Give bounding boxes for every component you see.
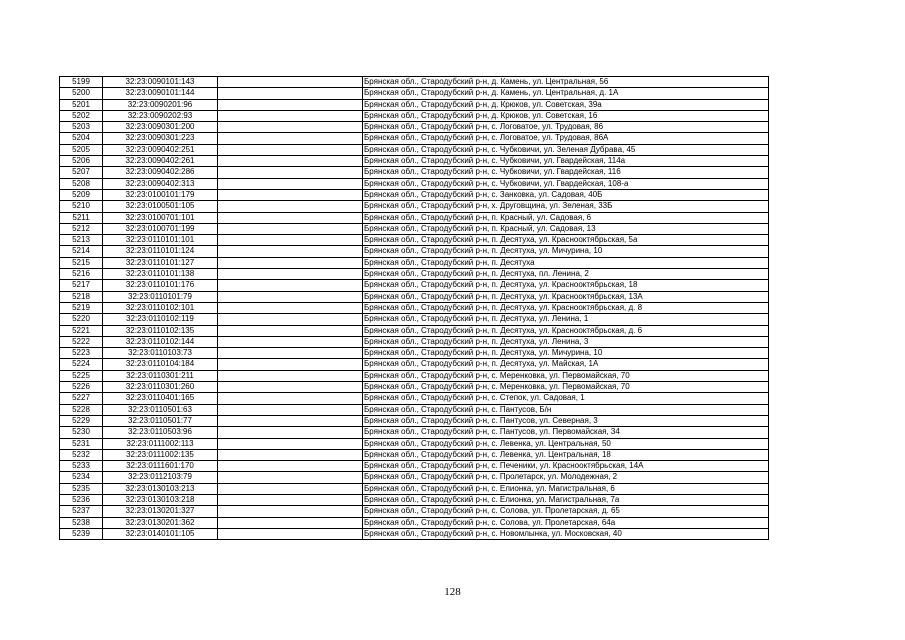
cadastral-number-cell: 32:23:0110101:138 bbox=[103, 269, 218, 280]
table-row bbox=[60, 438, 769, 449]
empty-cell bbox=[218, 302, 363, 313]
row-number-cell: 5217 bbox=[60, 280, 103, 291]
cadastral-number-cell: 32:23:0110501:77 bbox=[103, 415, 218, 426]
row-number-cell: 5228 bbox=[60, 404, 103, 415]
table-row bbox=[60, 201, 769, 212]
address-cell: Брянская обл., Стародубский р-н, с. Новомлынка, ул. Московская, 40 bbox=[363, 528, 769, 539]
empty-cell bbox=[218, 110, 363, 121]
address-cell: Брянская обл., Стародубский р-н, с. Пролетарск, ул. Молодежная, 2 bbox=[363, 472, 769, 483]
address-cell: Брянская обл., Стародубский р-н, д. Крюков, ул. Советская, 39а bbox=[363, 99, 769, 110]
address-cell: Брянская обл., Стародубский р-н, с. Пантусов, Б/н bbox=[363, 404, 769, 415]
table-row bbox=[60, 314, 769, 325]
table-row bbox=[60, 110, 769, 121]
table-row bbox=[60, 257, 769, 268]
address-cell: Брянская обл., Стародубский р-н, п. Красный, ул. Садовая, 6 bbox=[363, 212, 769, 223]
cadastral-number-cell: 32:23:0110101:127 bbox=[103, 257, 218, 268]
row-number-cell: 5212 bbox=[60, 223, 103, 234]
address-cell: Брянская обл., Стародубский р-н, с. Елионка, ул. Магистральная, 6 bbox=[363, 483, 769, 494]
row-number-cell: 5200 bbox=[60, 88, 103, 99]
row-number-cell: 5232 bbox=[60, 449, 103, 460]
empty-cell bbox=[218, 189, 363, 200]
row-number-cell: 5206 bbox=[60, 156, 103, 167]
cadastral-number-cell: 32:23:0110103:73 bbox=[103, 348, 218, 359]
empty-cell bbox=[218, 494, 363, 505]
address-cell: Брянская обл., Стародубский р-н, с. Елионка, ул. Магистральная, 7а bbox=[363, 494, 769, 505]
empty-cell bbox=[218, 269, 363, 280]
empty-cell bbox=[218, 427, 363, 438]
cadastral-number-cell: 32:23:0110101:101 bbox=[103, 235, 218, 246]
cadastral-number-cell: 32:23:0090301:200 bbox=[103, 122, 218, 133]
cadastral-number-cell: 32:23:0110102:144 bbox=[103, 336, 218, 347]
address-cell: Брянская обл., Стародубский р-н, п. Десятуха, ул. Краснооктябрьская, 13А bbox=[363, 291, 769, 302]
empty-cell bbox=[218, 472, 363, 483]
table-row bbox=[60, 133, 769, 144]
row-number-cell: 5213 bbox=[60, 235, 103, 246]
cadastral-number-cell: 32:23:0110401:165 bbox=[103, 393, 218, 404]
cadastral-number-cell: 32:23:0090301:223 bbox=[103, 133, 218, 144]
empty-cell bbox=[218, 144, 363, 155]
empty-cell bbox=[218, 461, 363, 472]
table-row bbox=[60, 156, 769, 167]
empty-cell bbox=[218, 178, 363, 189]
table-row bbox=[60, 212, 769, 223]
table-row bbox=[60, 415, 769, 426]
address-cell: Брянская обл., Стародубский р-н, с. Печеники, ул. Краснооктябрьская, 14А bbox=[363, 461, 769, 472]
table-row bbox=[60, 246, 769, 257]
cadastral-number-cell: 32:23:0100501:105 bbox=[103, 201, 218, 212]
empty-cell bbox=[218, 382, 363, 393]
address-cell: Брянская обл., Стародубский р-н, с. Солова, ул. Пролетарская, 64а bbox=[363, 517, 769, 528]
table-row bbox=[60, 404, 769, 415]
table-row bbox=[60, 483, 769, 494]
empty-cell bbox=[218, 122, 363, 133]
address-cell: Брянская обл., Стародубский р-н, с. Чубковичи, ул. Гвардейская, 116 bbox=[363, 167, 769, 178]
row-number-cell: 5202 bbox=[60, 110, 103, 121]
cadastral-number-cell: 32:23:0110301:260 bbox=[103, 382, 218, 393]
property-table-body bbox=[60, 77, 769, 540]
address-cell: Брянская обл., Стародубский р-н, п. Десятуха, ул. Ленина, 1 bbox=[363, 314, 769, 325]
address-cell: Брянская обл., Стародубский р-н, с. Чубковичи, ул. Гвардейская, 114а bbox=[363, 156, 769, 167]
address-cell: Брянская обл., Стародубский р-н, п. Красный, ул. Садовая, 13 bbox=[363, 223, 769, 234]
empty-cell bbox=[218, 257, 363, 268]
row-number-cell: 5224 bbox=[60, 359, 103, 370]
empty-cell bbox=[218, 201, 363, 212]
empty-cell bbox=[218, 133, 363, 144]
empty-cell bbox=[218, 314, 363, 325]
row-number-cell: 5209 bbox=[60, 189, 103, 200]
table-row bbox=[60, 348, 769, 359]
cadastral-number-cell: 32:23:0090202:93 bbox=[103, 110, 218, 121]
table-row bbox=[60, 167, 769, 178]
row-number-cell: 5226 bbox=[60, 382, 103, 393]
table-row bbox=[60, 235, 769, 246]
cadastral-number-cell: 32:23:0111002:113 bbox=[103, 438, 218, 449]
cadastral-number-cell: 32:23:0090101:143 bbox=[103, 77, 218, 88]
row-number-cell: 5235 bbox=[60, 483, 103, 494]
cadastral-number-cell: 32:23:0100701:199 bbox=[103, 223, 218, 234]
cadastral-number-cell: 32:23:0110102:119 bbox=[103, 314, 218, 325]
empty-cell bbox=[218, 404, 363, 415]
table-row bbox=[60, 99, 769, 110]
row-number-cell: 5236 bbox=[60, 494, 103, 505]
row-number-cell: 5239 bbox=[60, 528, 103, 539]
address-cell: Брянская обл., Стародубский р-н, с. Логоватое, ул. Трудовая, 86А bbox=[363, 133, 769, 144]
table-row bbox=[60, 280, 769, 291]
property-table bbox=[59, 76, 769, 540]
address-cell: Брянская обл., Стародубский р-н, с. Пантусов, ул. Северная, 3 bbox=[363, 415, 769, 426]
empty-cell bbox=[218, 235, 363, 246]
cadastral-number-cell: 32:23:0130103:213 bbox=[103, 483, 218, 494]
row-number-cell: 5207 bbox=[60, 167, 103, 178]
row-number-cell: 5222 bbox=[60, 336, 103, 347]
empty-cell bbox=[218, 156, 363, 167]
cadastral-number-cell: 32:23:0140101:105 bbox=[103, 528, 218, 539]
row-number-cell: 5208 bbox=[60, 178, 103, 189]
address-cell: Брянская обл., Стародубский р-н, п. Десятуха, ул. Мичурина, 10 bbox=[363, 246, 769, 257]
row-number-cell: 5216 bbox=[60, 269, 103, 280]
row-number-cell: 5233 bbox=[60, 461, 103, 472]
table-row bbox=[60, 302, 769, 313]
address-cell: Брянская обл., Стародубский р-н, п. Десятуха, ул. Майская, 1А bbox=[363, 359, 769, 370]
empty-cell bbox=[218, 517, 363, 528]
empty-cell bbox=[218, 223, 363, 234]
empty-cell bbox=[218, 438, 363, 449]
row-number-cell: 5214 bbox=[60, 246, 103, 257]
table-row bbox=[60, 494, 769, 505]
table-row bbox=[60, 359, 769, 370]
cadastral-number-cell: 32:23:0110501:63 bbox=[103, 404, 218, 415]
cadastral-number-cell: 32:23:0111601:170 bbox=[103, 461, 218, 472]
address-cell: Брянская обл., Стародубский р-н, с. Меренковка, ул. Первомайская, 70 bbox=[363, 382, 769, 393]
table-row bbox=[60, 382, 769, 393]
address-cell: Брянская обл., Стародубский р-н, с. Меренковка, ул. Первомайская, 70 bbox=[363, 370, 769, 381]
row-number-cell: 5205 bbox=[60, 144, 103, 155]
empty-cell bbox=[218, 528, 363, 539]
row-number-cell: 5219 bbox=[60, 302, 103, 313]
table-row bbox=[60, 88, 769, 99]
table-row bbox=[60, 449, 769, 460]
row-number-cell: 5238 bbox=[60, 517, 103, 528]
row-number-cell: 5227 bbox=[60, 393, 103, 404]
cadastral-number-cell: 32:23:0110503:96 bbox=[103, 427, 218, 438]
address-cell: Брянская обл., Стародубский р-н, д. Камень, ул. Центральная, д. 1А bbox=[363, 88, 769, 99]
address-cell: Брянская обл., Стародубский р-н, с. Солова, ул. Пролетарская, д. 65 bbox=[363, 506, 769, 517]
table-row bbox=[60, 223, 769, 234]
address-cell: Брянская обл., Стародубский р-н, п. Десятуха, ул. Краснооктябрьская, д. 8 bbox=[363, 302, 769, 313]
cadastral-number-cell: 32:23:0090402:286 bbox=[103, 167, 218, 178]
table-row bbox=[60, 336, 769, 347]
row-number-cell: 5203 bbox=[60, 122, 103, 133]
table-row bbox=[60, 325, 769, 336]
table-row bbox=[60, 461, 769, 472]
address-cell: Брянская обл., Стародубский р-н, п. Десятуха, пл. Ленина, 2 bbox=[363, 269, 769, 280]
cadastral-number-cell: 32:23:0090402:313 bbox=[103, 178, 218, 189]
row-number-cell: 5234 bbox=[60, 472, 103, 483]
address-cell: Брянская обл., Стародубский р-н, п. Десятуха, ул. Ленина, 3 bbox=[363, 336, 769, 347]
table-row bbox=[60, 77, 769, 88]
address-cell: Брянская обл., Стародубский р-н, п. Десятуха, ул. Краснооктябрьская, д. 6 bbox=[363, 325, 769, 336]
address-cell: Брянская обл., Стародубский р-н, п. Десятуха, ул. Краснооктябрьская, 18 bbox=[363, 280, 769, 291]
cadastral-number-cell: 32:23:0110104:184 bbox=[103, 359, 218, 370]
cadastral-number-cell: 32:23:0110301:211 bbox=[103, 370, 218, 381]
table-row bbox=[60, 517, 769, 528]
table-row bbox=[60, 291, 769, 302]
empty-cell bbox=[218, 167, 363, 178]
address-cell: Брянская обл., Стародубский р-н, д. Крюков, ул. Советская, 16 bbox=[363, 110, 769, 121]
row-number-cell: 5230 bbox=[60, 427, 103, 438]
empty-cell bbox=[218, 325, 363, 336]
table-row bbox=[60, 178, 769, 189]
empty-cell bbox=[218, 449, 363, 460]
row-number-cell: 5201 bbox=[60, 99, 103, 110]
address-cell: Брянская обл., Стародубский р-н, с. Левенка, ул. Центральная, 50 bbox=[363, 438, 769, 449]
row-number-cell: 5199 bbox=[60, 77, 103, 88]
row-number-cell: 5204 bbox=[60, 133, 103, 144]
cadastral-number-cell: 32:23:0112103:79 bbox=[103, 472, 218, 483]
address-cell: Брянская обл., Стародубский р-н, с. Логоватое, ул. Трудовая, 86 bbox=[363, 122, 769, 133]
table-row bbox=[60, 144, 769, 155]
cadastral-number-cell: 32:23:0090402:251 bbox=[103, 144, 218, 155]
empty-cell bbox=[218, 348, 363, 359]
empty-cell bbox=[218, 77, 363, 88]
row-number-cell: 5225 bbox=[60, 370, 103, 381]
cadastral-number-cell: 32:23:0110101:124 bbox=[103, 246, 218, 257]
cadastral-number-cell: 32:23:0130201:327 bbox=[103, 506, 218, 517]
cadastral-number-cell: 32:23:0100701:101 bbox=[103, 212, 218, 223]
row-number-cell: 5237 bbox=[60, 506, 103, 517]
empty-cell bbox=[218, 483, 363, 494]
cadastral-number-cell: 32:23:0130103:218 bbox=[103, 494, 218, 505]
cadastral-number-cell: 32:23:0110101:176 bbox=[103, 280, 218, 291]
address-cell: Брянская обл., Стародубский р-н, п. Десятуха, ул. Мичурина, 10 bbox=[363, 348, 769, 359]
address-cell: Брянская обл., Стародубский р-н, д. Камень, ул. Центральная, 56 bbox=[363, 77, 769, 88]
empty-cell bbox=[218, 246, 363, 257]
cadastral-number-cell: 32:23:0090402:261 bbox=[103, 156, 218, 167]
row-number-cell: 5223 bbox=[60, 348, 103, 359]
cadastral-number-cell: 32:23:0110102:101 bbox=[103, 302, 218, 313]
empty-cell bbox=[218, 280, 363, 291]
table-row bbox=[60, 370, 769, 381]
cadastral-number-cell: 32:23:0100101:179 bbox=[103, 189, 218, 200]
cadastral-number-cell: 32:23:0090201:96 bbox=[103, 99, 218, 110]
empty-cell bbox=[218, 291, 363, 302]
cadastral-number-cell: 32:23:0111002:135 bbox=[103, 449, 218, 460]
table-row bbox=[60, 122, 769, 133]
empty-cell bbox=[218, 359, 363, 370]
address-cell: Брянская обл., Стародубский р-н, с. Чубковичи, ул. Зеленая Дубрава, 45 bbox=[363, 144, 769, 155]
empty-cell bbox=[218, 370, 363, 381]
table-row bbox=[60, 506, 769, 517]
address-cell: Брянская обл., Стародубский р-н, с. Степок, ул. Садовая, 1 bbox=[363, 393, 769, 404]
row-number-cell: 5220 bbox=[60, 314, 103, 325]
row-number-cell: 5218 bbox=[60, 291, 103, 302]
page-number: 128 bbox=[444, 586, 461, 598]
address-cell: Брянская обл., Стародубский р-н, п. Десятуха bbox=[363, 257, 769, 268]
address-cell: Брянская обл., Стародубский р-н, с. Занковка, ул. Садовая, 40Б bbox=[363, 189, 769, 200]
address-cell: Брянская обл., Стародубский р-н, х. Друговщина, ул. Зеленая, 33Б bbox=[363, 201, 769, 212]
empty-cell bbox=[218, 415, 363, 426]
table-row bbox=[60, 427, 769, 438]
address-cell: Брянская обл., Стародубский р-н, с. Чубковичи, ул. Гвардейская, 108-а bbox=[363, 178, 769, 189]
row-number-cell: 5215 bbox=[60, 257, 103, 268]
cadastral-number-cell: 32:23:0090101:144 bbox=[103, 88, 218, 99]
row-number-cell: 5229 bbox=[60, 415, 103, 426]
address-cell: Брянская обл., Стародубский р-н, с. Левенка, ул. Центральная, 18 bbox=[363, 449, 769, 460]
row-number-cell: 5221 bbox=[60, 325, 103, 336]
empty-cell bbox=[218, 88, 363, 99]
table-row bbox=[60, 472, 769, 483]
address-cell: Брянская обл., Стародубский р-н, с. Пантусов, ул. Первомайская, 34 bbox=[363, 427, 769, 438]
empty-cell bbox=[218, 336, 363, 347]
table-row bbox=[60, 189, 769, 200]
table-row bbox=[60, 269, 769, 280]
empty-cell bbox=[218, 393, 363, 404]
table-row bbox=[60, 393, 769, 404]
cadastral-number-cell: 32:23:0130201:362 bbox=[103, 517, 218, 528]
row-number-cell: 5211 bbox=[60, 212, 103, 223]
cadastral-number-cell: 32:23:0110101:79 bbox=[103, 291, 218, 302]
table-row bbox=[60, 528, 769, 539]
row-number-cell: 5210 bbox=[60, 201, 103, 212]
cadastral-number-cell: 32:23:0110102:135 bbox=[103, 325, 218, 336]
empty-cell bbox=[218, 212, 363, 223]
address-cell: Брянская обл., Стародубский р-н, п. Десятуха, ул. Краснооктябрьская, 5а bbox=[363, 235, 769, 246]
empty-cell bbox=[218, 506, 363, 517]
empty-cell bbox=[218, 99, 363, 110]
row-number-cell: 5231 bbox=[60, 438, 103, 449]
